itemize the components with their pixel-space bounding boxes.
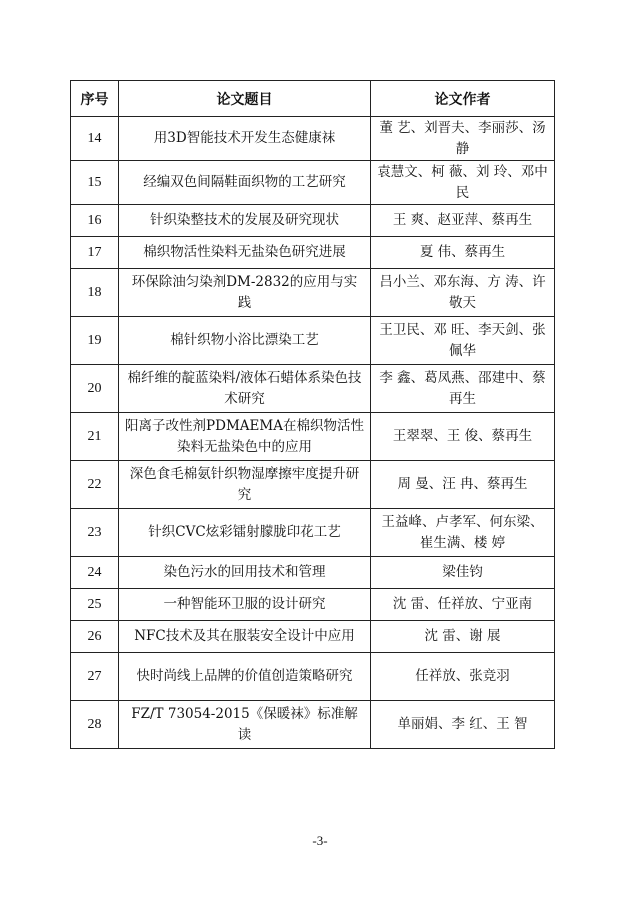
paper-title: 阳离子改性剂PDMAEMA在棉织物活性染料无盐染色中的应用: [119, 413, 371, 461]
paper-authors: 董 艺、刘晋夫、李丽莎、汤 静: [371, 117, 555, 161]
row-number: 16: [71, 205, 119, 237]
table-row: [71, 557, 555, 589]
table-row: [71, 653, 555, 701]
table-row: [71, 117, 555, 161]
table-row: [71, 161, 555, 205]
table-row: [71, 237, 555, 269]
paper-title: 染色污水的回用技术和管理: [119, 557, 371, 589]
paper-authors: 王卫民、邓 旺、李天剑、张佩华: [371, 317, 555, 365]
header-title: 论文题目: [119, 81, 371, 117]
paper-title: 棉纤维的靛蓝染料/液体石蜡体系染色技术研究: [119, 365, 371, 413]
paper-title: 一种智能环卫服的设计研究: [119, 589, 371, 621]
row-number: 21: [71, 413, 119, 461]
table-header: [71, 81, 555, 117]
paper-authors: 周 曼、汪 冉、蔡再生: [371, 461, 555, 509]
paper-title: NFC技术及其在服装安全设计中应用: [119, 621, 371, 653]
table-row: [71, 413, 555, 461]
row-number: 19: [71, 317, 119, 365]
row-number: 23: [71, 509, 119, 557]
header-authors: 论文作者: [371, 81, 555, 117]
paper-title: FZ/T 73054-2015《保暖袜》标准解读: [119, 701, 371, 749]
paper-authors: 袁慧文、柯 薇、刘 玲、邓中民: [371, 161, 555, 205]
table-row: [71, 205, 555, 237]
table-row: [71, 621, 555, 653]
table-row: [71, 365, 555, 413]
row-number: 22: [71, 461, 119, 509]
paper-authors: 李 鑫、葛凤燕、邵建中、蔡再生: [371, 365, 555, 413]
paper-title: 针织CVC炫彩镭射朦胧印花工艺: [119, 509, 371, 557]
row-number: 27: [71, 653, 119, 701]
paper-title: 深色食毛棉氨针织物湿摩擦牢度提升研究: [119, 461, 371, 509]
papers-table: [70, 80, 555, 749]
row-number: 26: [71, 621, 119, 653]
row-number: 15: [71, 161, 119, 205]
paper-authors: 任祥放、张竞羽: [371, 653, 555, 701]
paper-authors: 王益峰、卢孝军、何东梁、崔生满、楼 婷: [371, 509, 555, 557]
header-number: 序号: [71, 81, 119, 117]
row-number: 14: [71, 117, 119, 161]
paper-title: 经编双色间隔鞋面织物的工艺研究: [119, 161, 371, 205]
table-row: [71, 317, 555, 365]
paper-authors: 王 爽、赵亚萍、蔡再生: [371, 205, 555, 237]
table-row: [71, 269, 555, 317]
row-number: 25: [71, 589, 119, 621]
table-body: [71, 117, 555, 749]
row-number: 17: [71, 237, 119, 269]
paper-title: 环保除油匀染剂DM-2832的应用与实践: [119, 269, 371, 317]
paper-authors: 夏 伟、蔡再生: [371, 237, 555, 269]
paper-authors: 沈 雷、谢 展: [371, 621, 555, 653]
row-number: 24: [71, 557, 119, 589]
row-number: 18: [71, 269, 119, 317]
header-row: [71, 81, 555, 117]
paper-title: 快时尚线上品牌的价值创造策略研究: [119, 653, 371, 701]
paper-authors: 沈 雷、任祥放、宁亚南: [371, 589, 555, 621]
paper-authors: 王翠翠、王 俊、蔡再生: [371, 413, 555, 461]
paper-authors: 梁佳钧: [371, 557, 555, 589]
paper-authors: 单丽娟、李 红、王 智: [371, 701, 555, 749]
paper-title: 用3D智能技术开发生态健康袜: [119, 117, 371, 161]
table-row: [71, 461, 555, 509]
paper-title: 针织染整技术的发展及研究现状: [119, 205, 371, 237]
table-row: [71, 701, 555, 749]
page-number: -3-: [312, 833, 328, 848]
table-row: [71, 509, 555, 557]
paper-title: 棉针织物小浴比漂染工艺: [119, 317, 371, 365]
table-row: [71, 589, 555, 621]
row-number: 20: [71, 365, 119, 413]
row-number: 28: [71, 701, 119, 749]
paper-authors: 吕小兰、邓东海、方 涛、许敬天: [371, 269, 555, 317]
paper-title: 棉织物活性染料无盐染色研究进展: [119, 237, 371, 269]
